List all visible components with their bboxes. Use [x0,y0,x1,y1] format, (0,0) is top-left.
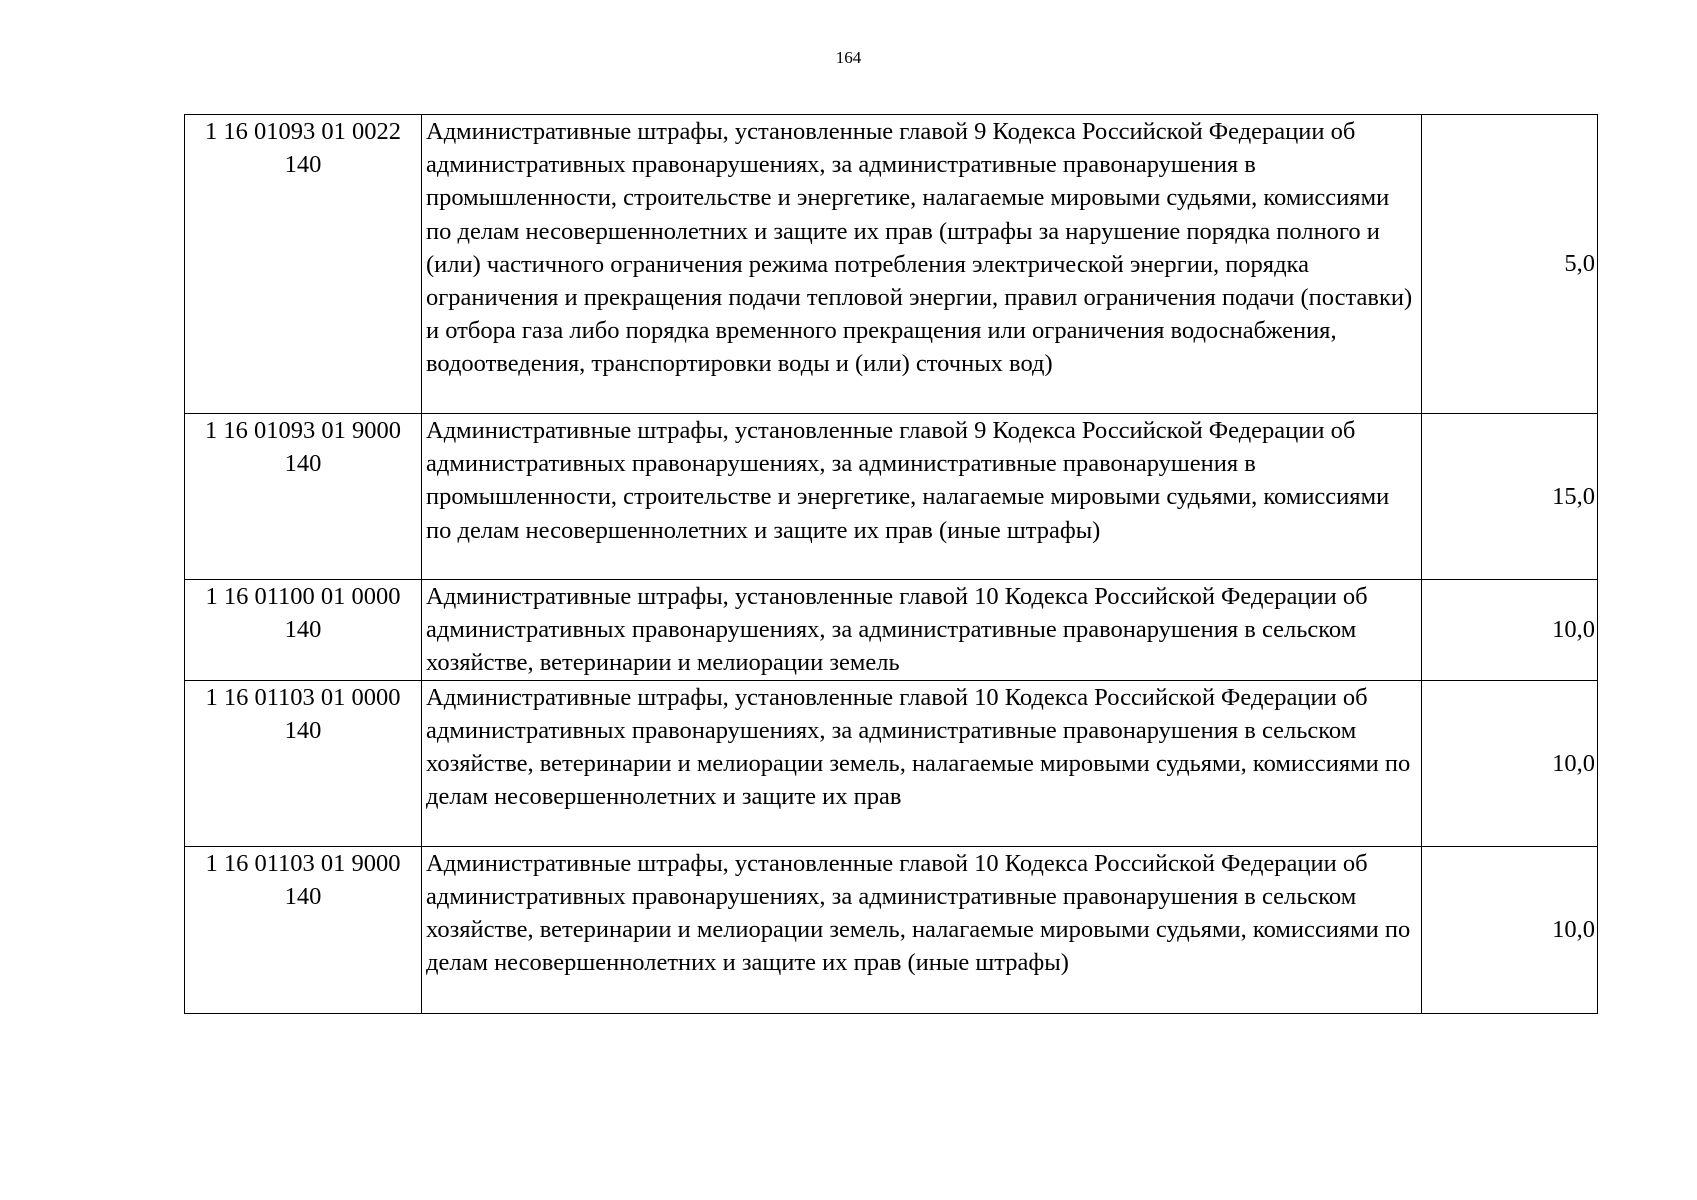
page-number: 164 [835,48,862,67]
description-cell: Административные штрафы, установленные главой 10 Кодекса Российской Федерации об административных правонарушениях, за административные правонарушения в сельском хозяйстве, ветеринарии и мелиорации земель [422,580,1422,681]
table-row [185,115,1598,414]
description-cell: Административные штрафы, установленные главой 10 Кодекса Российской Федерации об административных правонарушениях, за административные правонарушения в сельском хозяйстве, ветеринарии и мелиорации земель, налагаемые мировыми судьями, комиссиями по делам несовершеннолетних и защите их прав [422,680,1422,846]
revenue-code-cell: 1 16 01103 01 9000 140 [185,846,422,1013]
amount-cell: 5,0 [1422,115,1598,414]
revenue-code-cell: 1 16 01100 01 0000 140 [185,580,422,681]
budget-code-table [184,114,1598,1014]
description-cell: Административные штрафы, установленные главой 9 Кодекса Российской Федерации об административных правонарушениях, за административные правонарушения в промышленности, строительстве и энергетике, налагаемые мировыми судьями, комиссиями по делам несовершеннолетних и защите их прав (иные штрафы) [422,414,1422,580]
revenue-code-cell: 1 16 01093 01 0022 140 [185,115,422,414]
description-cell: Административные штрафы, установленные главой 9 Кодекса Российской Федерации об административных правонарушениях, за административные правонарушения в промышленности, строительстве и энергетике, налагаемые мировыми судьями, комиссиями по делам несовершеннолетних и защите их прав (штрафы за нарушение порядка полного и (или) частичного ограничения режима потребления электрической энергии, порядка ограничения и прекращения подачи тепловой энергии, правил ограничения подачи (поставки) и отбора газа либо порядка временного прекращения или ограничения водоснабжения, водоотведения, транспортировки воды и (или) сточных вод) [422,115,1422,414]
revenue-code-cell: 1 16 01093 01 9000 140 [185,414,422,580]
table-row [185,846,1598,1013]
amount-cell: 15,0 [1422,414,1598,580]
table-row [185,414,1598,580]
revenue-code-cell: 1 16 01103 01 0000 140 [185,680,422,846]
amount-cell: 10,0 [1422,846,1598,1013]
table-row [185,680,1598,846]
table-row [185,580,1598,681]
amount-cell: 10,0 [1422,680,1598,846]
amount-cell: 10,0 [1422,580,1598,681]
description-cell: Административные штрафы, установленные главой 10 Кодекса Российской Федерации об административных правонарушениях, за административные правонарушения в сельском хозяйстве, ветеринарии и мелиорации земель, налагаемые мировыми судьями, комиссиями по делам несовершеннолетних и защите их прав (иные штрафы) [422,846,1422,1013]
